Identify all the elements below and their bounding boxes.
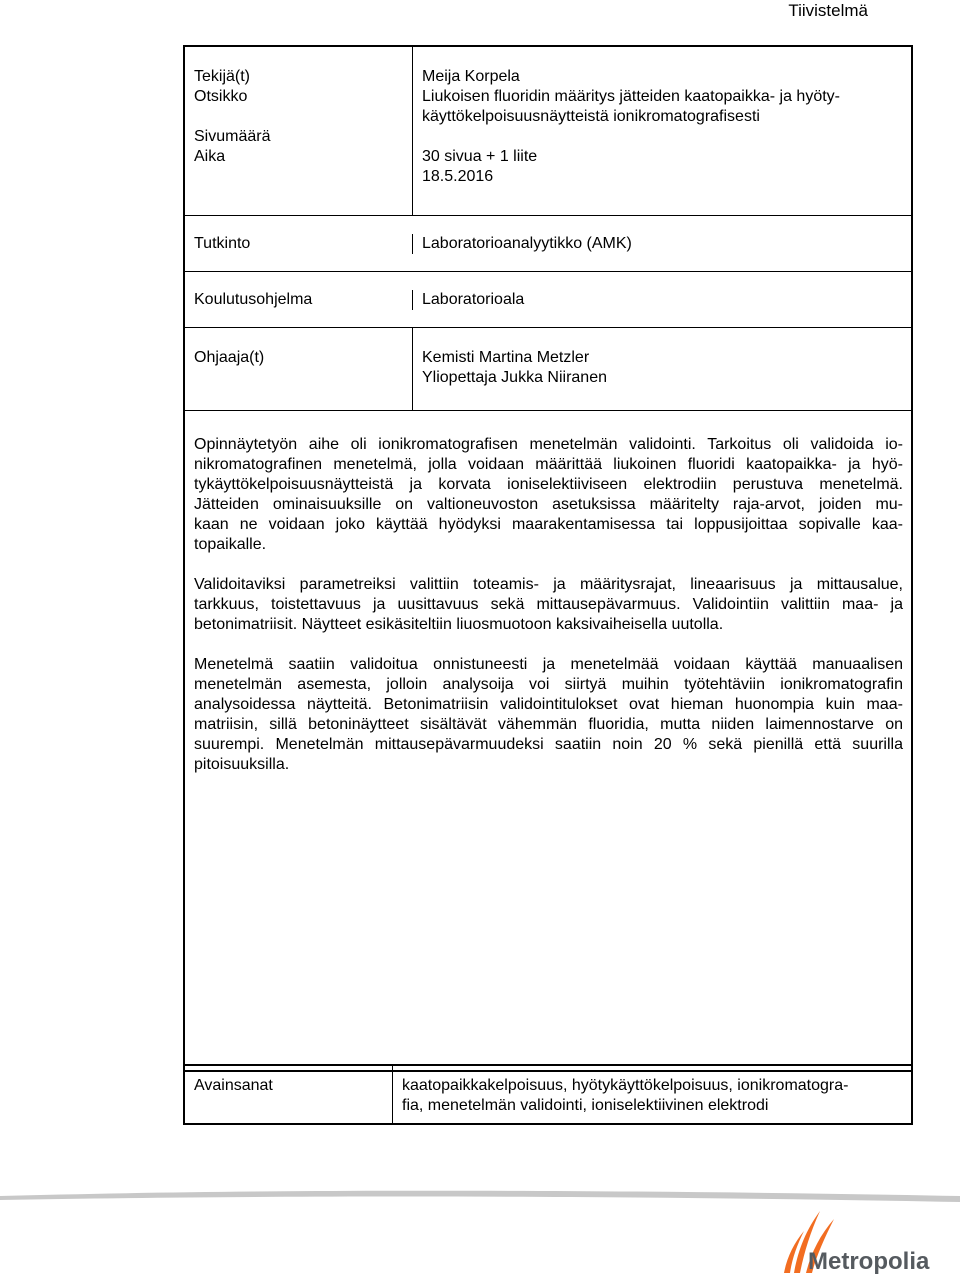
title-value-line2: käyttökelpoisuusnäytteistä ionikromatografisesti [422,108,760,125]
abstract-line: tarkkuus, toistettavuus ja uusittavuus sekä mittausepävarmuus. Validointiin valittiin maa- ja [194,596,903,613]
abstract-line: nikromatografinen menetelmä, jolla voidaan määrittää liukoinen fluoridi kaatopaikka- ja hyö- [194,456,903,473]
abstract-paragraph-3 [194,655,903,775]
supervisor-1: Kemisti Martina Metzler [422,349,590,366]
abstract-line: matriisin, sillä betoninäytteet sisältävät vähemmän fluoridia, mutta niiden laimennostarve on [194,716,903,733]
abstract-line: analysoidessa näytteitä. Betonimatriisin validointitulokset ovat hieman huonompia kuin maa- [194,696,903,713]
supervisors-value [413,328,911,410]
abstract-form [183,45,913,1072]
metropolia-logo-text: Metropolia [808,1248,930,1275]
keywords-label: Avainsanat [185,1066,393,1123]
supervisors-label: Ohjaaja(t) [185,328,413,410]
keywords-line2: fia, menetelmän validointi, ioniselektiivinen elektrodi [402,1097,769,1114]
author-value: Meija Korpela [422,68,520,85]
abstract-body [185,411,911,1070]
abstract-line: menetelmän asemesta, jolloin analysoija voi siirtyä muihin työtehtäviin ionikromatografin [194,676,903,693]
abstract-row [185,411,911,1070]
pages-value: 30 sivua + 1 liite [422,148,538,165]
date-label: Aika [194,148,226,165]
title-value-line1: Liukoisen fluoridin määritys jätteiden kaatopaikka- ja hyöty- [422,88,840,105]
supervisors-row [185,328,911,411]
keywords-value [393,1066,911,1123]
keywords-line1: kaatopaikkakelpoisuus, hyötykäyttökelpoisuus, ionikromatogra- [402,1077,849,1094]
date-value: 18.5.2016 [422,168,494,185]
abstract-line: Jätteiden ominaisuuksille on valtioneuvoston asetuksissa määritelty raja-arvot, joiden mu- [194,496,903,513]
author-label: Tekijä(t) [194,68,251,85]
info-values [413,47,911,215]
abstract-line: betonimatriisit. Näytteet esikäsiteltiin liuosmuotoon kaksivaiheisella uutolla. [194,616,724,633]
abstract-line: kaan ne voidaan joko käyttää hyödyksi maarakentamisessa tai loppusijoittaa sopivalle kaa- [194,516,903,533]
degree-label: Tutkinto [185,234,413,254]
abstract-line: Menetelmä saatiin validoitua onnistuneesti ja menetelmää voidaan käyttää manuaalisen [194,656,903,673]
pages-label: Sivumäärä [194,128,271,145]
abstract-line: Opinnäytetyön aihe oli ionikromatografisen menetelmän validointi. Tarkoitus oli validoida io- [194,436,903,453]
program-label: Koulutusohjelma [185,290,413,310]
program-row [185,272,911,328]
abstract-line: suurempi. Menetelmän mittausepävarmuudeksi saatiin noin 20 % sekä pienillä että suurilla [194,736,903,753]
abstract-line: tykäyttökelpoisuusnäytteistä ja korvata ioniselektiiviseen elektrodiin perustuva menetelmä. [194,476,903,493]
abstract-line: pitoisuuksilla. [194,756,290,773]
info-row [185,47,911,216]
program-value: Laboratorioala [422,290,525,308]
page-title: Tiivistelmä [788,1,868,20]
abstract-line: topaikalle. [194,536,267,553]
degree-row [185,216,911,272]
abstract-line: Validoitaviksi parametreiksi valittiin toteamis- ja määritysrajat, lineaarisuus ja mittausalue, [194,576,903,593]
degree-value: Laboratorioanalyytikko (AMK) [422,234,632,252]
supervisor-2: Yliopettaja Jukka Niiranen [422,369,607,386]
title-label: Otsikko [194,88,248,105]
info-labels [185,47,413,215]
abstract-paragraph-1 [194,435,903,555]
abstract-paragraph-2 [194,575,903,635]
keywords-box [183,1064,913,1125]
